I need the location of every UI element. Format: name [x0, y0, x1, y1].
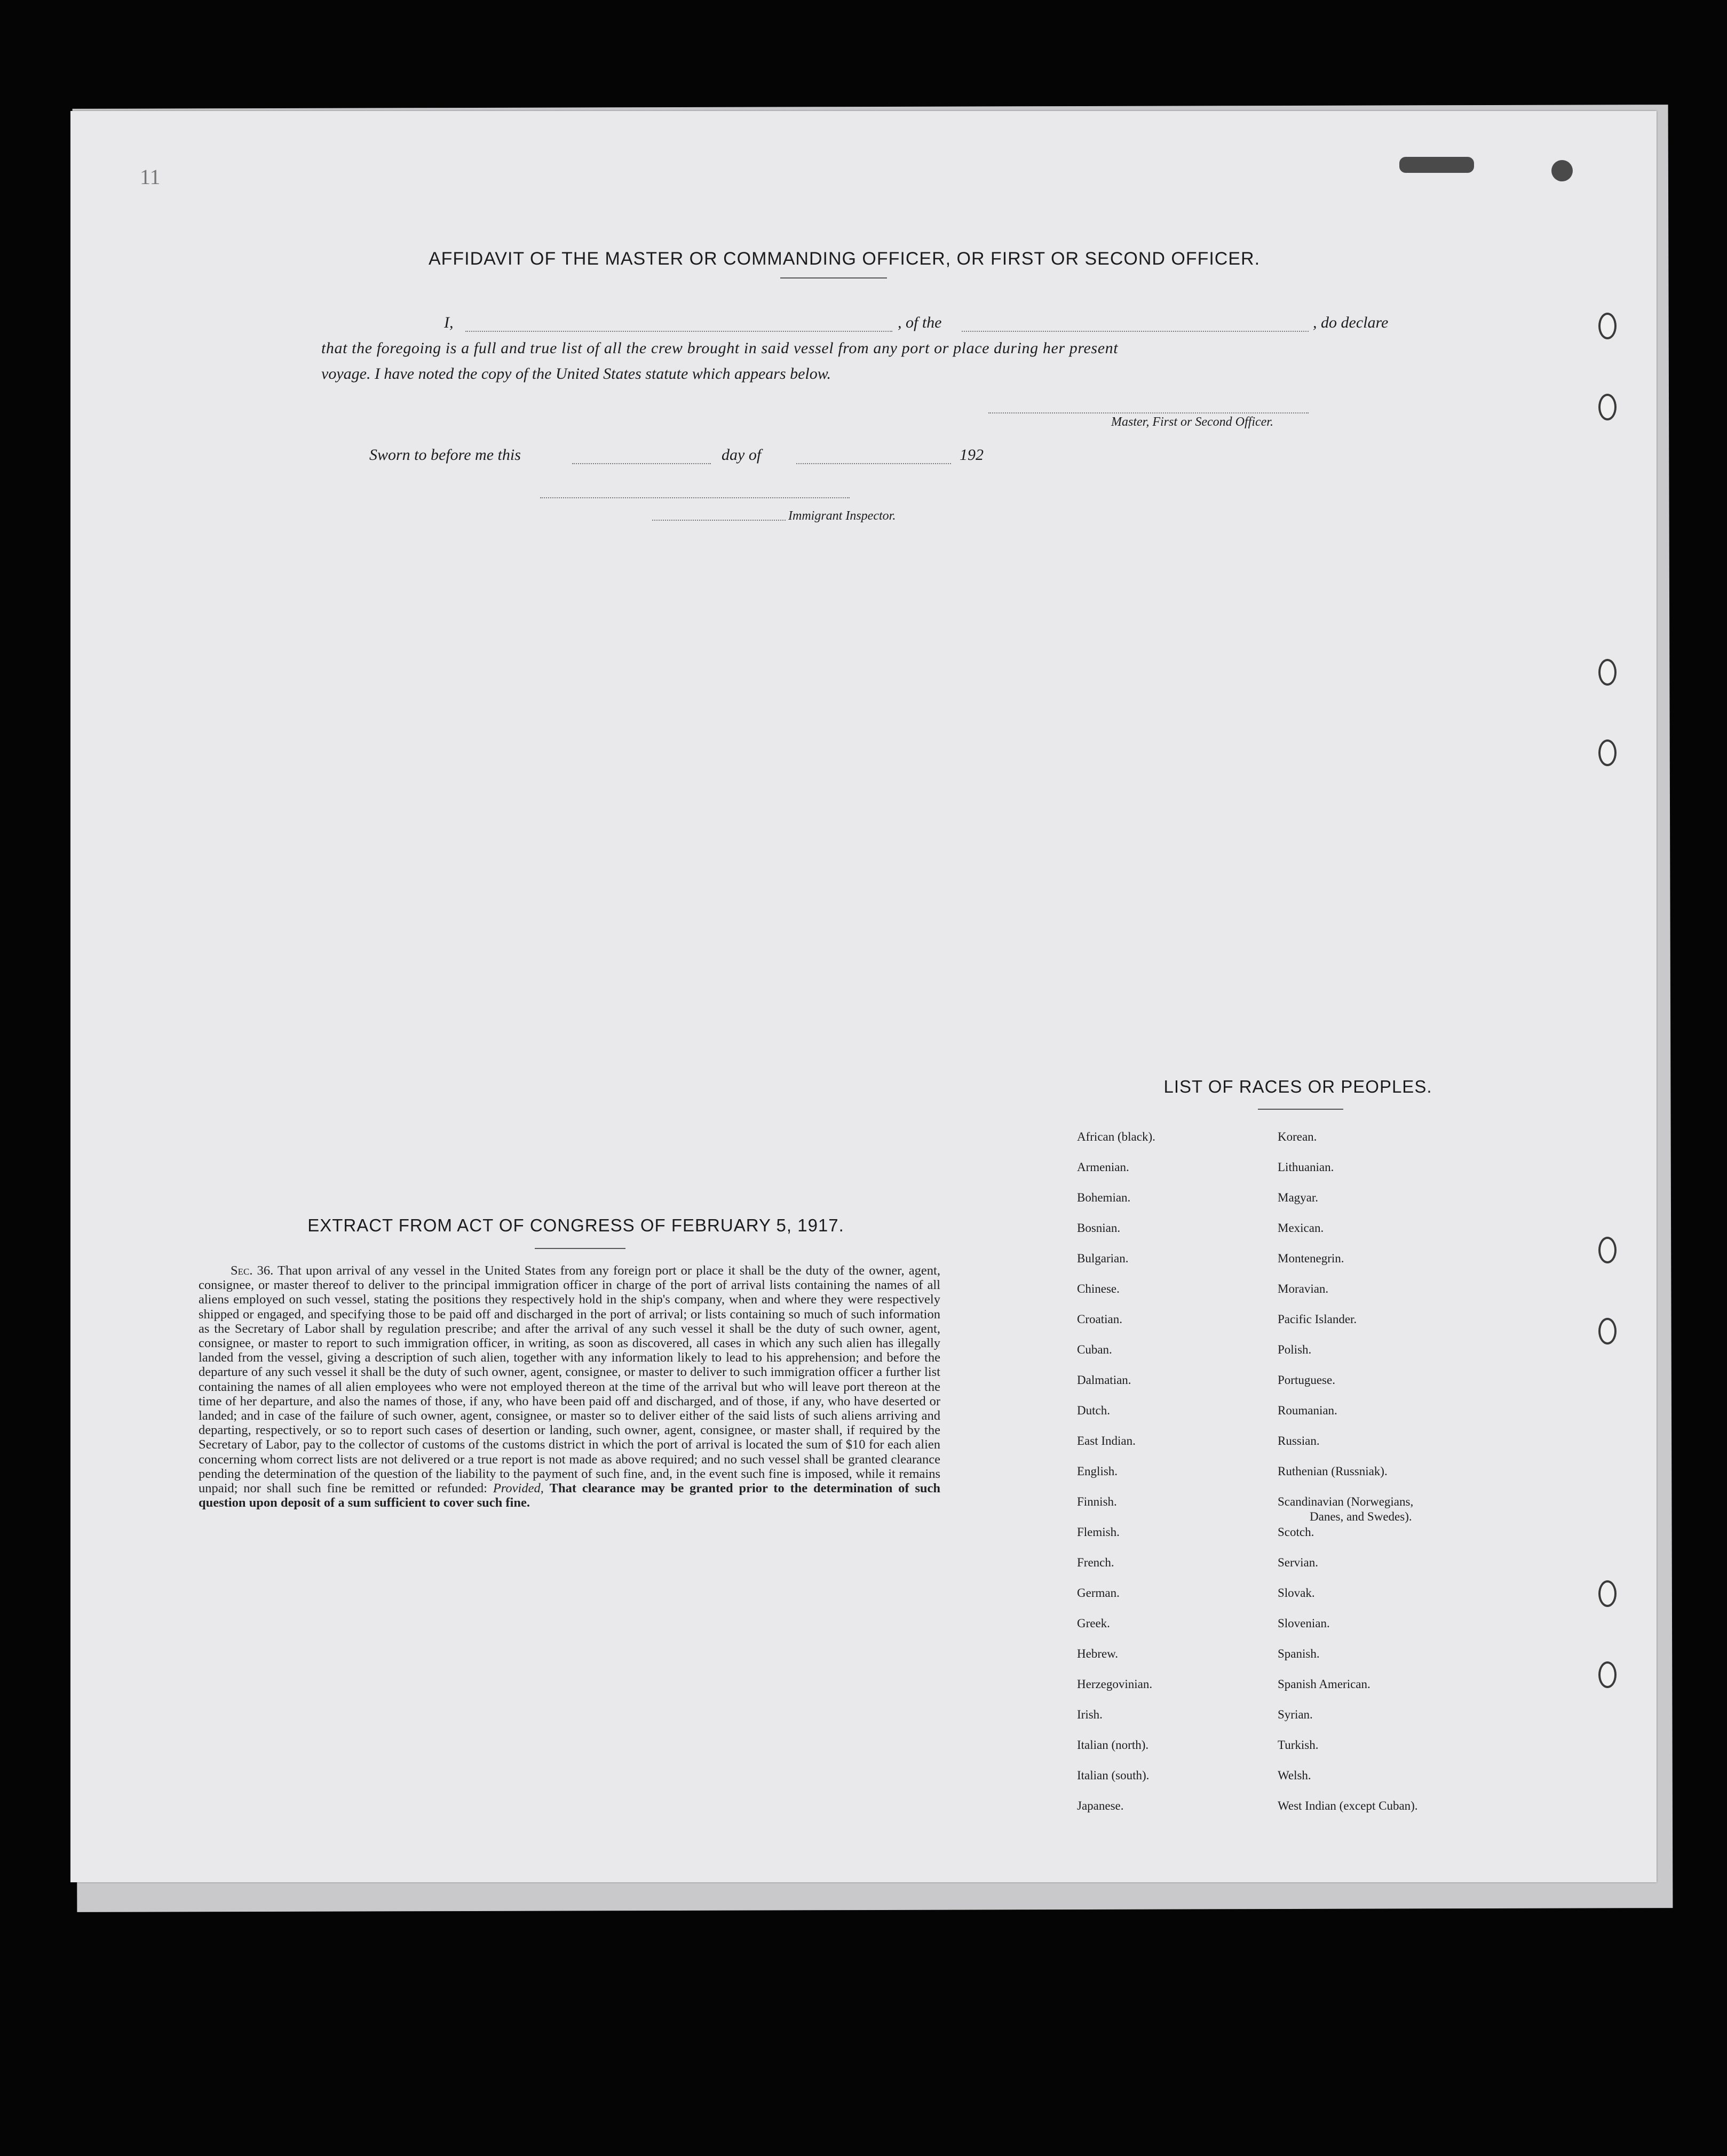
binder-hole: [1598, 313, 1617, 339]
proviso-label: Provided,: [493, 1481, 544, 1496]
extract-title: EXTRACT FROM ACT OF CONGRESS OF FEBRUARY 5, 1917.: [307, 1215, 844, 1235]
extract-title-underline: [535, 1248, 625, 1249]
race-item: Magyar.: [1278, 1191, 1319, 1204]
race-item: Italian (south).: [1077, 1769, 1150, 1782]
race-item: Syrian.: [1278, 1708, 1313, 1721]
race-item: Polish.: [1278, 1343, 1312, 1356]
statute-body: That upon arrival of any vessel in the United States from any foreign port or place it shall be the duty of the owner, agent, consignee, or master thereof to deliver to the principal immigration officer in charge of the port of arrival lists containing the names of all aliens employed on such vessel, stating the positions they respectively hold in the ship's company, when and where they were respectively shipped or engaged, and specifying those to be paid off and discharged in the port of arrival; or lists containing so much of such information as the Secretary of Labor shall by regulation prescribe; and after the arrival of any such vessel it shall be the duty of such owner, agent, consignee, or master to report to such immigration officer, in writing, as soon as discovered, all cases in which any such alien has illegally landed from the vessel, giving a description of such alien, together with any information likely to lead to his apprehension; and before the departure of any such vessel it shall be the duty of such owner, agent, consignee, or master to deliver to such immigration officer a further list containing the names of all alien employees who were not employed thereon at the time of the arrival but who will leave port thereon at the time of her departure, and also the names of those, if any, who have been paid off and discharged, and of those, if any, who have deserted or landed; and in case of the failure of such owner, agent, consignee, or master so to deliver either of the said lists of such aliens arriving and departing, respectively, or so to report such cases of desertion or landing, such owner, agent, consignee, or master shall, if required by the Secretary of Labor, pay to the collector of customs of the customs district in which the port of arrival is located the sum of $10 for each alien concerning whom correct lists are not delivered or a true report is not made as above required; and no such vessel shall be granted clearance pending the determination of the question of the liability to the payment of such fine, and, in the event such fine is imposed, while it remains unpaid; nor shall such fine be remitted or refunded:: [199, 1263, 940, 1496]
race-item: Ruthenian (Russniak).: [1278, 1465, 1388, 1478]
affidavit-line-3: voyage. I have noted the copy of the United States statute which appears below.: [321, 365, 831, 383]
race-item: Dalmatian.: [1077, 1373, 1131, 1387]
affidavit-of-the: , of the: [898, 314, 942, 331]
race-item: Croatian.: [1077, 1312, 1122, 1326]
statute-text: [199, 1263, 940, 1510]
races-right-column: [1278, 1130, 1577, 1840]
race-item: Cuban.: [1077, 1343, 1112, 1356]
vessel-blank[interactable]: [962, 331, 1309, 332]
race-item: African (black).: [1077, 1130, 1155, 1143]
binder-hole: [1598, 394, 1617, 420]
race-item: Scandinavian (Norwegians,: [1278, 1495, 1414, 1508]
race-item: Japanese.: [1077, 1799, 1124, 1812]
race-item: Montenegrin.: [1278, 1252, 1344, 1265]
affidavit-line-2: that the foregoing is a full and true list of all the crew brought in said vessel from any port or place during her present: [321, 339, 1119, 357]
race-item: Bosnian.: [1077, 1221, 1121, 1235]
race-item: Slovenian.: [1278, 1617, 1330, 1630]
race-item: Chinese.: [1077, 1282, 1120, 1295]
race-item: Pacific Islander.: [1278, 1312, 1357, 1326]
races-title: LIST OF RACES OR PEOPLES.: [1163, 1077, 1432, 1096]
marginal-mark: 11: [140, 165, 161, 189]
race-item: Scotch.: [1278, 1525, 1314, 1539]
title-underline: [780, 277, 887, 279]
inspector-label: Immigrant Inspector.: [788, 509, 896, 523]
binder-hole: [1598, 1318, 1617, 1344]
race-item: Welsh.: [1278, 1769, 1311, 1782]
form-page: [70, 111, 1657, 1882]
race-item: Spanish American.: [1278, 1677, 1370, 1691]
race-item: Hebrew.: [1077, 1647, 1119, 1660]
affidavit-i: I,: [444, 314, 454, 331]
race-item: Moravian.: [1278, 1282, 1329, 1295]
race-item: English.: [1077, 1465, 1118, 1478]
sworn-year: 192: [960, 446, 984, 464]
race-item: Irish.: [1077, 1708, 1103, 1721]
race-item: Finnish.: [1077, 1495, 1117, 1508]
master-signature-label: Master, First or Second Officer.: [1111, 415, 1273, 429]
staple-clip: [1399, 157, 1474, 173]
race-item: East Indian.: [1077, 1434, 1136, 1447]
race-item: Lithuanian.: [1278, 1160, 1334, 1174]
race-item: French.: [1077, 1556, 1114, 1569]
race-item: Spanish.: [1278, 1647, 1320, 1660]
race-item: Mexican.: [1278, 1221, 1324, 1235]
affidavit-line-1: [369, 309, 1415, 336]
race-item: Armenian.: [1077, 1160, 1129, 1174]
race-item: Danes, and Swedes).: [1310, 1510, 1412, 1523]
race-item: Servian.: [1278, 1556, 1319, 1569]
inspector-signature-blank[interactable]: [540, 497, 850, 498]
race-item: Portuguese.: [1278, 1373, 1335, 1387]
affidavit-declare: , do declare: [1313, 314, 1389, 331]
sworn-label: Sworn to before me this: [369, 446, 521, 464]
sworn-month-blank[interactable]: [796, 463, 951, 464]
sworn-day-blank[interactable]: [572, 463, 711, 464]
binder-hole: [1598, 739, 1617, 766]
race-item: Bohemian.: [1077, 1191, 1131, 1204]
race-item: West Indian (except Cuban).: [1278, 1799, 1418, 1812]
race-item: Roumanian.: [1278, 1404, 1337, 1417]
race-item: German.: [1077, 1586, 1120, 1600]
master-signature-blank[interactable]: [988, 412, 1309, 413]
race-item: Russian.: [1278, 1434, 1320, 1447]
binder-hole: [1598, 1580, 1617, 1607]
binder-hole: [1598, 659, 1617, 686]
sworn-line: [369, 442, 1116, 468]
race-item: Italian (north).: [1077, 1738, 1149, 1752]
races-left-column: [1077, 1130, 1269, 1840]
affidavit-title: AFFIDAVIT OF THE MASTER OR COMMANDING OFFICER, OR FIRST OR SECOND OFFICER.: [428, 249, 1261, 269]
section-label: Sec. 36.: [231, 1263, 274, 1278]
race-item: Greek.: [1077, 1617, 1110, 1630]
race-item: Flemish.: [1077, 1525, 1120, 1539]
binder-hole: [1598, 1237, 1617, 1263]
race-item: Turkish.: [1278, 1738, 1319, 1752]
day-of-label: day of: [722, 446, 762, 464]
races-title-underline: [1258, 1109, 1343, 1110]
race-item: Slovak.: [1278, 1586, 1315, 1600]
race-item: Korean.: [1278, 1130, 1317, 1143]
race-item: Dutch.: [1077, 1404, 1110, 1417]
inspector-name-blank[interactable]: [652, 520, 786, 521]
race-item: Bulgarian.: [1077, 1252, 1129, 1265]
name-blank[interactable]: [465, 331, 892, 332]
binder-hole: [1598, 1661, 1617, 1688]
proviso-body: That clearance may be granted prior to the determination of such question upon deposit of a sum sufficient to cover such fine.: [199, 1481, 941, 1510]
race-item: Herzegovinian.: [1077, 1677, 1153, 1691]
staple-clip: [1551, 160, 1573, 181]
